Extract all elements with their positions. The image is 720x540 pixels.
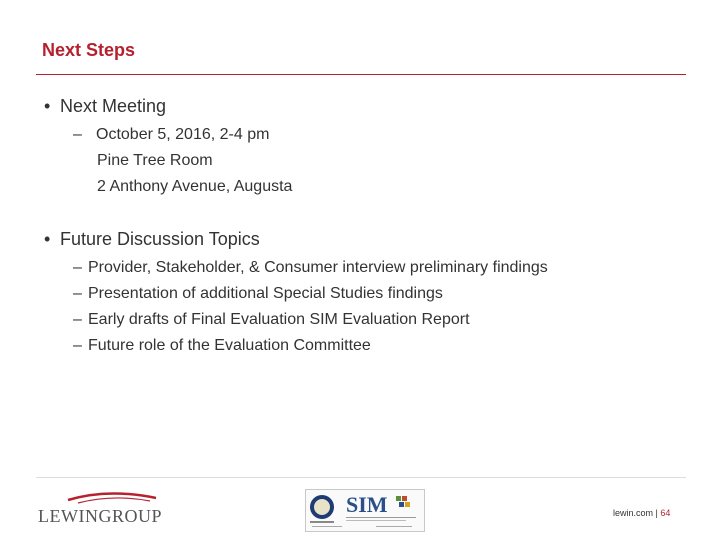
- meeting-date: October 5, 2016, 2-4 pm: [96, 126, 270, 143]
- bullet-label: Next Meeting: [60, 96, 167, 116]
- sim-logo-graphic: [306, 490, 424, 531]
- dash-icon: –: [73, 337, 82, 354]
- svg-text:LEWINGROUP: LEWINGROUP: [38, 506, 162, 526]
- meeting-room: Pine Tree Room: [97, 152, 213, 169]
- bullet-next-meeting: [44, 96, 166, 117]
- sim-logo: [305, 489, 425, 532]
- footer-page-info: [613, 508, 670, 518]
- lewin-group-logo: [38, 490, 168, 530]
- bullet-future-topics: [44, 229, 260, 250]
- meeting-address: 2 Anthony Avenue, Augusta: [97, 178, 293, 195]
- bullet-dot-icon: •: [44, 96, 51, 116]
- bullet-label: Future Discussion Topics: [60, 229, 260, 249]
- footer-site: lewin.com |: [613, 508, 658, 518]
- footer-divider: [36, 477, 686, 478]
- bullet-dot-icon: •: [44, 229, 51, 249]
- title-divider: [36, 74, 686, 75]
- dash-icon: –: [73, 126, 82, 143]
- topic-item: Future role of the Evaluation Committee: [88, 337, 371, 354]
- dash-icon: –: [73, 259, 82, 276]
- dash-icon: –: [73, 311, 82, 328]
- page-number: 64: [660, 508, 671, 518]
- topic-item: Presentation of additional Special Studies findings: [88, 285, 443, 302]
- topic-item: Early drafts of Final Evaluation SIM Evaluation Report: [88, 311, 470, 328]
- slide-title: Next Steps: [42, 40, 136, 60]
- svg-text:SIM: SIM: [346, 492, 388, 517]
- dash-icon: –: [73, 285, 82, 302]
- topic-item: Provider, Stakeholder, & Consumer interview preliminary findings: [88, 259, 548, 276]
